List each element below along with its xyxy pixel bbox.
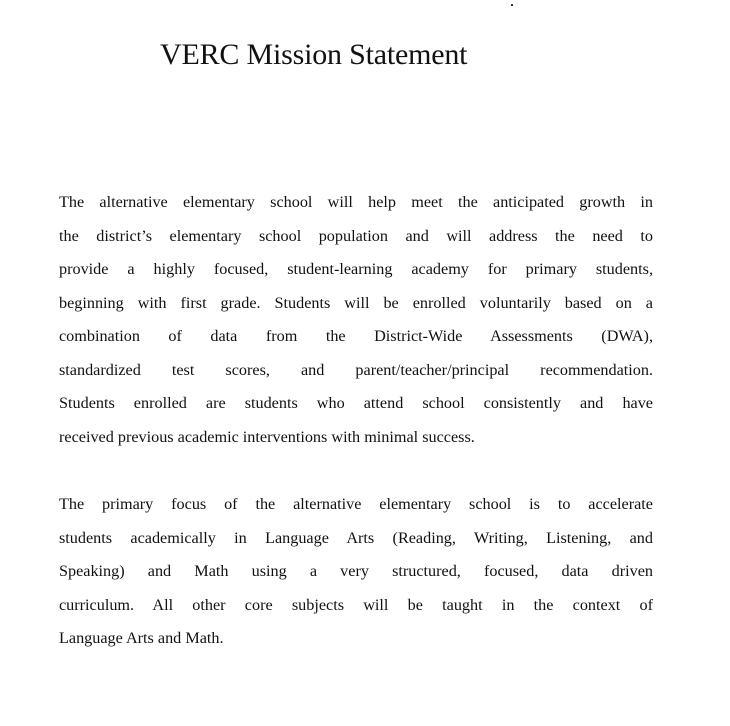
text-line: The alternative elementary school will help meet the anticipated growth in bbox=[59, 193, 653, 211]
text-line: students academically in Language Arts (Reading, Writing, Listening, and bbox=[59, 528, 653, 547]
paragraph-focus bbox=[59, 488, 653, 656]
text-line: combination of data from the District-Wide Assessments (DWA), bbox=[59, 327, 653, 345]
paragraph-enrollment bbox=[59, 186, 653, 454]
text-line: the district’s elementary school population and will address the need to bbox=[59, 226, 653, 245]
text-line: beginning with first grade. Students will be enrolled voluntarily based on a bbox=[59, 293, 653, 312]
text-line: curriculum. All other core subjects will be taught in the context of bbox=[59, 595, 653, 614]
text-line: received previous academic interventions with minimal success. bbox=[59, 427, 475, 446]
text-line: Students enrolled are students who attend school consistently and have bbox=[59, 394, 653, 412]
scan-speck bbox=[511, 4, 513, 6]
text-line: standardized test scores, and parent/teacher/principal recommendation. bbox=[59, 360, 653, 379]
text-line: The primary focus of the alternative elementary school is to accelerate bbox=[59, 495, 653, 513]
text-line: Language Arts and Math. bbox=[59, 629, 224, 647]
page-title: VERC Mission Statement bbox=[160, 38, 468, 71]
text-line: provide a highly focused, student-learning academy for primary students, bbox=[59, 260, 653, 278]
text-line: Speaking) and Math using a very structured, focused, data driven bbox=[59, 562, 653, 580]
